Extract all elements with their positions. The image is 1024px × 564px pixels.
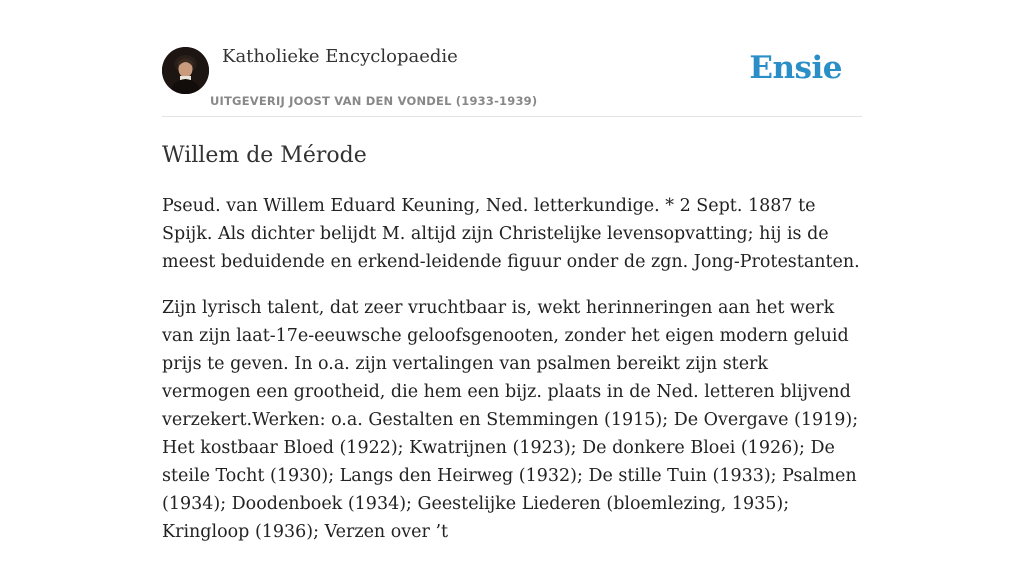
entry-paragraph: Zijn lyrisch talent, dat zeer vruchtbaar is, wekt herinneringen aan het werk van zijn laat-17e-eeuwsche geloofsgenooten, zonder het eigen modern geluid prijs te geven. In o.a. zijn vertalingen van psalmen bereikt zijn sterk vermogen een grootheid, die hem een bijz. plaats in de Ned. letteren blijvend verzekert.Werken: o.a. Gestalten en Stemmingen (1915); De Overgave (1919); Het kostbaar Bloed (1922); Kwatrijnen (1923); De donkere Bloei (1926); De steile Tocht (1930); Langs den Heirweg (1932); De stille Tuin (1933); Psalmen (1934); Doodenboek (1934); Geestelijke Liederen (bloemlezing, 1935); Kringloop (1936); Verzen over ’t <box>162 298 859 542</box>
book-title[interactable]: Katholieke Encyclopaedie <box>222 46 458 67</box>
entry-paragraph: Pseud. van Willem Eduard Keuning, Ned. letterkundige. * 2 Sept. 1887 te Spijk. Als dichter belijdt M. altijd zijn Christelijke levensopvatting; hij is de meest beduidende en erkend-leidende figuur onder de zgn. Jong-Protestanten. <box>162 196 860 272</box>
page <box>162 0 862 564</box>
portrait-icon[interactable] <box>162 47 209 94</box>
entry-body <box>162 192 862 546</box>
entry-title: Willem de Mérode <box>162 143 367 168</box>
ensie-logo-link[interactable]: Ensie <box>749 50 842 86</box>
publisher-label: UITGEVERIJ JOOST VAN DEN VONDEL (1933-1939) <box>210 94 538 108</box>
header <box>162 0 862 117</box>
